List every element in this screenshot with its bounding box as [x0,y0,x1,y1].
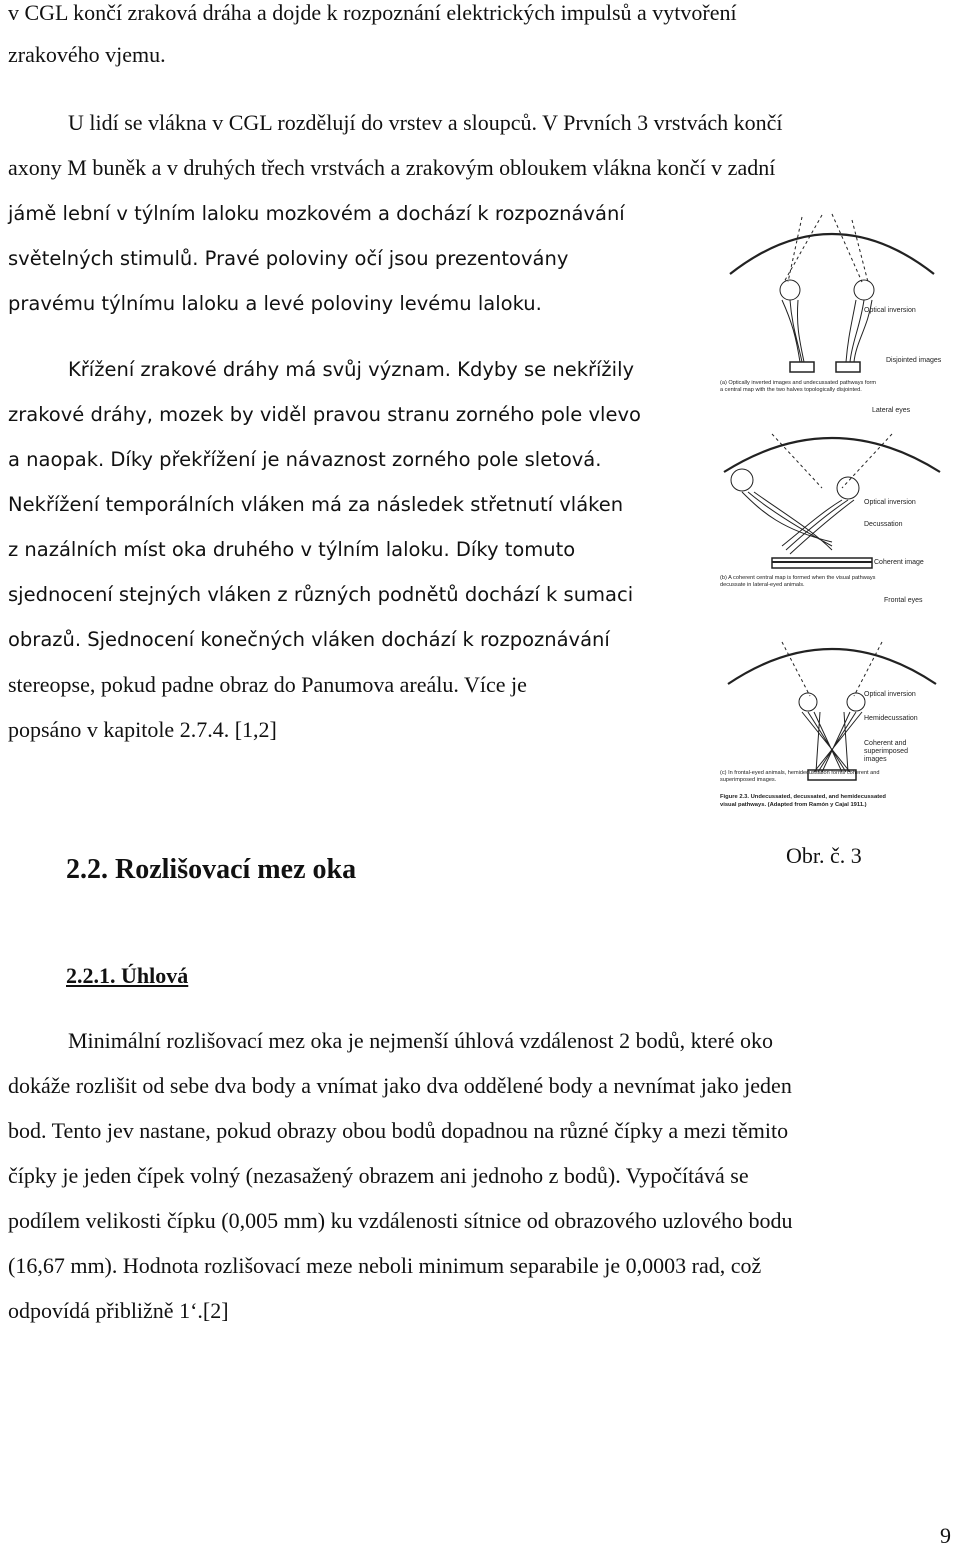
figure-label: Decussation [864,521,903,528]
figure-caption-line: decussate in lateral-eyed animals. [720,582,805,588]
figure-note-line: visual pathways. (Adapted from Ramón y Cajal 1911.) [720,802,867,808]
text-line: sjednocení stejných vláken z různých podnětů dochází k sumaci [8,583,634,606]
text-line: světelných stimulů. Pravé poloviny očí jsou prezentovány [8,247,569,270]
subsection-heading: 2.2.1. Úhlová [66,963,189,988]
text-line: zrakového vjemu. [8,42,166,67]
text-line: popsáno v kapitole 2.7.4. [1,2] [8,717,277,742]
text-line: U lidí se vlákna v CGL rozdělují do vrstev a sloupců. V Prvních 3 vrstvách končí [68,110,783,135]
figure-note-line: Figure 2.3. Undecussated, decussated, and hemidecussated [720,794,886,800]
text-line: Minimální rozlišovací mez oka je nejmenší úhlová vzdálenost 2 bodů, které oko [68,1028,774,1053]
figure-label: superimposed [864,748,908,755]
text-line: Nekřížení temporálních vláken má za následek střetnutí vláken [8,493,624,516]
text-line: bod. Tento jev nastane, pokud obrazy obou bodů dopadnou na různé čípky a mezi těmito [8,1118,789,1143]
figure-label: Optical inversion [864,307,916,314]
text-line: dokáže rozlišit od sebe dva body a vnímat jako dva oddělené body a nevnímat jako jeden [8,1073,792,1098]
figure-label: Coherent and [864,740,907,747]
figure-caption-line: (c) In frontal-eyed animals, hemidecussation forms coherent and [720,770,880,776]
text-line: podílem velikosti čípku (0,005 mm) ku vzdálenosti sítnice od obrazového uzlového bodu [8,1208,793,1233]
figure-caption-line: (a) Optically inverted images and undecussated pathways form [720,380,877,386]
text-line: Křížení zrakové dráhy má svůj význam. Kdyby se nekřížily [68,358,635,381]
text-line: z nazálních míst oka druhého v týlním laloku. Díky tomuto [8,538,576,561]
text-line: čípky je jeden čípek volný (nezasažený obrazem ani jednoho z bodů). Vypočítává se [8,1163,749,1188]
figure-label: Hemidecussation [864,715,918,722]
text-line: jámě lební v týlním laloku mozkovém a dochází k rozpoznávání [8,202,625,225]
text-line: (16,67 mm). Hodnota rozlišovací meze neboli minimum separabile je 0,0003 rad, což [8,1253,762,1278]
figure-caption-line: superimposed images. [720,777,777,783]
text-line: odpovídá přibližně 1‘.[2] [8,1298,229,1323]
text-line: stereopse, pokud padne obraz do Panumova areálu. Více je [8,672,527,697]
text-line: axony M buněk a v druhých třech vrstvách a zrakovým obloukem vlákna končí v zadní [8,155,776,180]
text-line: zrakové dráhy, mozek by viděl pravou stranu zorného pole vlevo [8,403,641,426]
text-line: obrazů. Sjednocení konečných vláken dochází k rozpoznávání [8,628,610,651]
figure-label: images [864,756,887,763]
figure-label: Disjointed images [886,357,942,364]
figure-label: Lateral eyes [872,407,911,414]
text-line: v CGL končí zraková dráha a dojde k rozpoznání elektrických impulsů a vytvoření [8,0,737,25]
figure-label: Optical inversion [864,499,916,506]
page-number: 9 [940,1523,951,1548]
text-line: pravému týlnímu laloku a levé poloviny levému laloku. [8,292,542,315]
visual-pathways-figure [712,212,952,812]
text-line: a naopak. Díky překřížení je návaznost zorného pole sletová. [8,448,602,471]
figure-caption: Obr. č. 3 [786,843,862,868]
figure-caption-line: (b) A coherent central map is formed when the visual pathways [720,575,876,581]
section-heading: 2.2. Rozlišovací mez oka [66,854,357,885]
figure-label: Optical inversion [864,691,916,698]
figure-label: Coherent image [874,559,924,566]
figure-label: Frontal eyes [884,597,923,604]
figure-caption-line: a central map with the two halves topologically disjointed. [720,387,862,393]
